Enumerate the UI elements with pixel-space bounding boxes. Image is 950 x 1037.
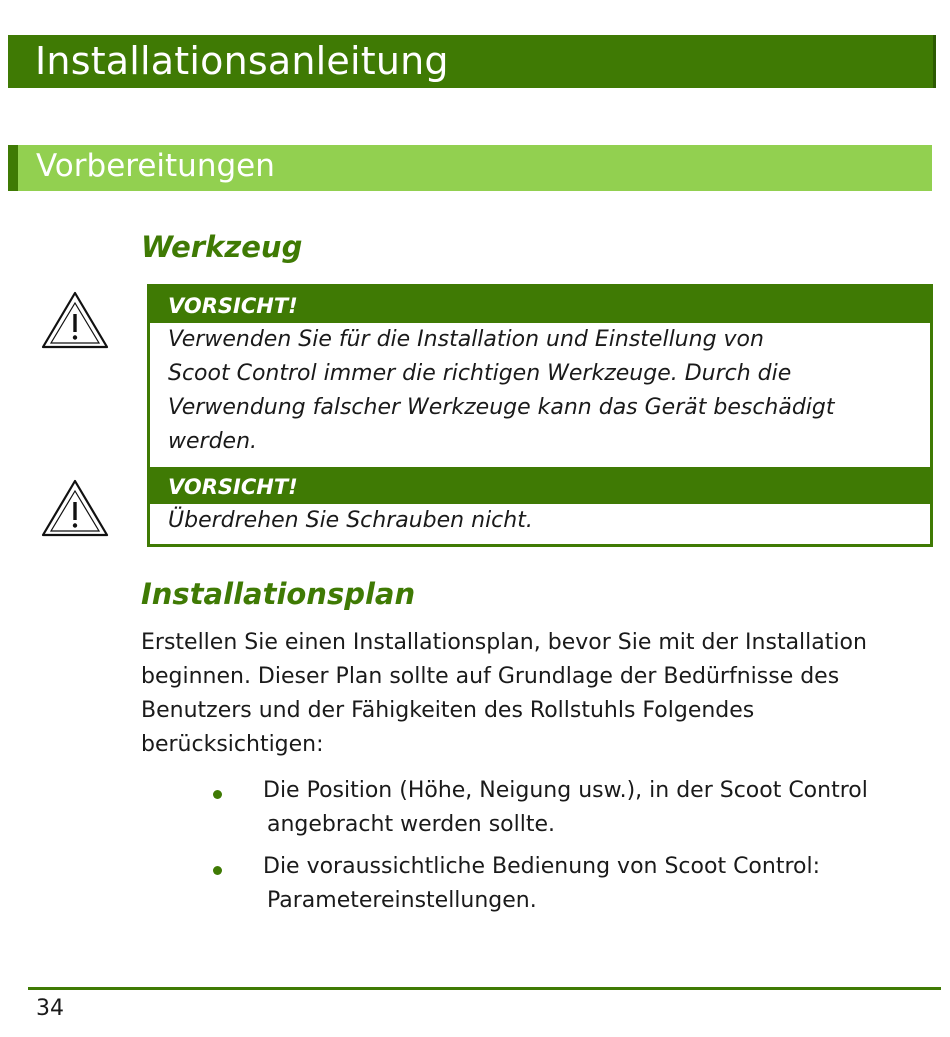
caution-line: Verwendung falscher Werkzeuge kann das Gerät beschädigt [168, 395, 835, 420]
plan-heading: Installationsplan [141, 577, 416, 611]
caution-line: werden. [168, 429, 258, 454]
footer-rule [28, 987, 941, 990]
warning-triangle-icon [40, 290, 110, 350]
paragraph-line: beginnen. Dieser Plan sollte auf Grundlage der Bedürfnisse des [141, 664, 840, 689]
bullet-line: Parametereinstellungen. [267, 888, 537, 913]
paragraph-line: Erstellen Sie einen Installationsplan, bevor Sie mit der Installation [141, 630, 867, 655]
section-title-bar [8, 145, 932, 191]
bullet-text [263, 850, 913, 918]
bullet-line: angebracht werden sollte. [267, 812, 555, 837]
caution-box-tools [147, 284, 933, 470]
caution-text [150, 504, 930, 538]
bullet-dot-icon [213, 866, 222, 875]
caution-line: Scoot Control immer die richtigen Werkzeuge. Durch die [168, 361, 792, 386]
bullet-dot-icon [213, 790, 222, 799]
plan-paragraph [141, 626, 901, 762]
caution-label: VORSICHT! [150, 287, 930, 323]
caution-label: VORSICHT! [150, 468, 930, 504]
bullet-line: Die Position (Höhe, Neigung usw.), in der Scoot Control [263, 778, 868, 803]
page-number: 34 [36, 996, 64, 1021]
caution-line: Verwenden Sie für die Installation und Einstellung von [168, 327, 764, 352]
caution-box-screws [147, 468, 933, 547]
tools-heading: Werkzeug [141, 230, 303, 264]
paragraph-line: berücksichtigen: [141, 732, 324, 757]
caution-text [150, 323, 930, 459]
bullet-text [263, 774, 913, 842]
paragraph-line: Benutzers und der Fähigkeiten des Rollstuhls Folgendes [141, 698, 755, 723]
bullet-line: Die voraussichtliche Bedienung von Scoot Control: [263, 854, 821, 879]
warning-triangle-icon [40, 478, 110, 538]
chapter-title: Installationsanleitung [35, 39, 449, 83]
section-title: Vorbereitungen [36, 148, 275, 184]
chapter-title-bar [8, 35, 936, 88]
caution-line: Überdrehen Sie Schrauben nicht. [168, 508, 533, 533]
